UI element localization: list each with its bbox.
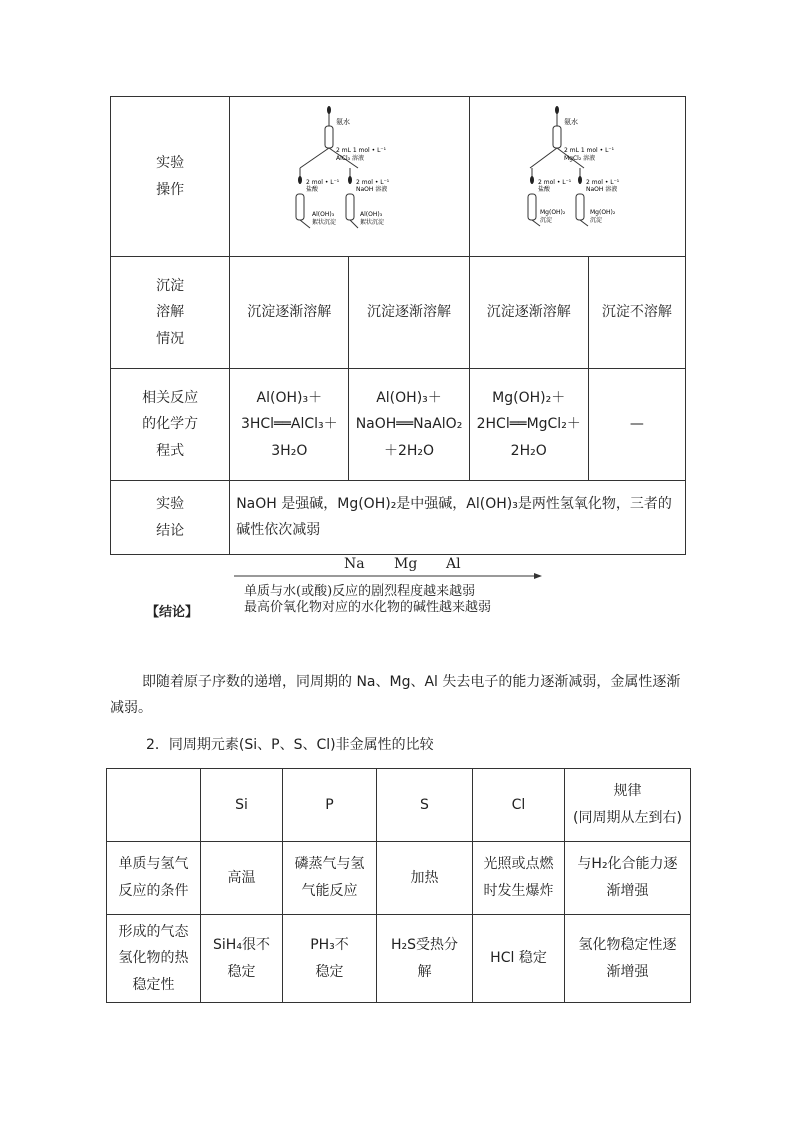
label-equation	[111, 369, 230, 481]
apparatus-al-diagram	[230, 98, 468, 256]
equation-line: 3HCl══AlCl₃＋	[240, 416, 338, 433]
table-row	[107, 842, 691, 915]
cell-line: H₂S受热分	[390, 936, 459, 953]
table-cell	[565, 915, 691, 1003]
cell-line: 解	[417, 963, 432, 980]
cell-line: 稳定	[315, 963, 344, 980]
dissolve-cell: 沉淀不溶解	[588, 257, 685, 369]
label-line: 操作	[156, 181, 185, 198]
cell-line: 氢化物稳定性逐	[578, 936, 677, 953]
equation-line: 2HCl══MgCl₂＋	[476, 416, 581, 433]
label-conclusion	[111, 481, 230, 555]
header-cl: Cl	[473, 769, 565, 842]
nonmetal-table	[106, 768, 691, 1003]
acid-label-1: 2 mol • L⁻¹	[306, 178, 340, 186]
cell-line: 光照或点燃	[483, 856, 554, 873]
equation-line: NaOH══NaAlO₂	[355, 416, 463, 433]
header-rule	[565, 769, 691, 842]
tube-left-label-2: 絮状沉淀	[312, 218, 337, 226]
ammonia-label: 氨水	[563, 117, 578, 126]
dissolve-cell: 沉淀逐渐溶解	[230, 257, 349, 369]
equation-line: ＋2H₂O	[383, 442, 435, 459]
tube-left-label-1: Al(OH)₃	[312, 210, 335, 218]
solution-label-2: MgCl₂ 溶液	[563, 154, 595, 162]
equation-line: Al(OH)₃＋	[256, 389, 323, 406]
header-line: (同周期从左到右)	[573, 810, 682, 826]
label-line: 实验	[156, 154, 185, 171]
row-label-line: 氢化物的热	[118, 950, 189, 967]
label-dissolve	[111, 257, 230, 369]
trend-line-1: 单质与水(或酸)反应的剧烈程度越来越弱	[244, 584, 476, 599]
dissolve-cell: 沉淀逐渐溶解	[349, 257, 469, 369]
experiment-table	[110, 96, 686, 555]
conclusion-label: 【结论】	[146, 605, 199, 620]
apparatus-mg-diagram	[470, 98, 686, 256]
table-cell	[283, 915, 377, 1003]
cell-line: SiH₄很不	[213, 936, 270, 953]
cell-line: 磷蒸气与氢	[294, 856, 365, 873]
section-heading: 2．同周期元素(Si、P、S、Cl)非金属性的比较	[146, 737, 434, 753]
tube-right-label-1: Mg(OH)₂	[589, 208, 615, 216]
equation-line: —	[629, 416, 644, 433]
element-mg: Mg	[394, 556, 418, 572]
table-row	[107, 915, 691, 1003]
trend-line-2: 最高价氧化物对应的水化物的碱性越来越弱	[244, 600, 492, 615]
label-line: 结论	[156, 522, 185, 539]
table-cell	[565, 842, 691, 915]
apparatus-mg	[469, 97, 685, 257]
cell-line: 时发生爆炸	[483, 883, 554, 899]
row-equation	[111, 369, 686, 481]
base-label-2: NaOH 溶液	[356, 185, 388, 193]
tube-left-label-1: Mg(OH)₂	[539, 208, 565, 216]
table-cell	[201, 915, 283, 1003]
row-label	[107, 842, 201, 915]
equation-line: Mg(OH)₂＋	[492, 389, 566, 406]
base-label-2: NaOH 溶液	[585, 185, 617, 193]
paragraph: 即随着原子序数的递增，同周期的 Na、Mg、Al 失去电子的能力逐渐减弱，金属性逐渐减弱。	[110, 674, 681, 716]
header-row	[107, 769, 691, 842]
cell-line: 稳定	[227, 963, 256, 980]
solution-label-1: 2 mL 1 mol • L⁻¹	[336, 146, 387, 154]
dissolve-cell: 沉淀逐渐溶解	[469, 257, 588, 369]
header-s: S	[377, 769, 473, 842]
acid-label-2: 盐酸	[537, 185, 550, 193]
table-cell	[283, 842, 377, 915]
table-cell	[201, 842, 283, 915]
cell-line: 与H₂化合能力逐	[577, 856, 678, 873]
equation-line: 3H₂O	[271, 442, 308, 459]
apparatus-al	[230, 97, 469, 257]
tube-right-label-1: Al(OH)₃	[360, 210, 383, 218]
acid-label-1: 2 mol • L⁻¹	[537, 178, 571, 186]
solution-label-1: 2 mL 1 mol • L⁻¹	[563, 146, 614, 154]
equation-cell	[588, 369, 685, 481]
row-label-line: 单质与氢气	[118, 856, 189, 873]
label-line: 实验	[156, 495, 185, 512]
header-p: P	[283, 769, 377, 842]
solution-label-2: AlCl₃ 溶液	[336, 154, 365, 162]
row-label-line: 稳定性	[132, 976, 175, 993]
label-line: 溶解	[156, 304, 185, 321]
table-cell	[377, 915, 473, 1003]
equation-cell	[349, 369, 469, 481]
row-experiment	[111, 97, 686, 257]
base-label-1: 2 mol • L⁻¹	[585, 178, 619, 186]
row-label-line: 形成的气态	[118, 923, 189, 940]
equation-line: 2H₂O	[510, 442, 547, 459]
tube-left-label-2: 沉淀	[539, 216, 552, 224]
element-na: Na	[344, 556, 365, 572]
cell-line: 加热	[410, 869, 439, 886]
cell-line: 高温	[227, 869, 256, 886]
element-al: Al	[446, 556, 461, 572]
row-label	[107, 915, 201, 1003]
base-label-1: 2 mol • L⁻¹	[356, 178, 390, 186]
cell-line: HCl 稳定	[490, 950, 547, 967]
label-line: 沉淀	[156, 277, 185, 294]
cell-line: 渐增强	[606, 883, 649, 899]
header-si: Si	[201, 769, 283, 842]
cell-line: PH₃不	[310, 936, 349, 953]
row-dissolve	[111, 257, 686, 369]
tube-right-label-2: 絮状沉淀	[360, 218, 385, 226]
label-experiment	[111, 97, 230, 257]
equation-line: Al(OH)₃＋	[376, 389, 442, 406]
ammonia-label: 氨水	[336, 117, 351, 126]
acid-label-2: 盐酸	[306, 185, 319, 193]
label-line: 情况	[156, 330, 185, 347]
header-line: 规律	[613, 783, 642, 800]
label-line: 相关反应	[142, 389, 199, 406]
conclusion-text: NaOH 是强碱，Mg(OH)₂是中强碱，Al(OH)₃是两性氢氧化物，三者的碱性依次减弱	[230, 481, 686, 555]
cell-line: 气能反应	[301, 883, 358, 899]
equation-cell	[230, 369, 349, 481]
row-conclusion	[111, 481, 686, 555]
label-line: 程式	[156, 442, 185, 459]
tube-right-label-2: 沉淀	[589, 216, 602, 224]
row-label-line: 反应的条件	[118, 883, 189, 899]
header-empty	[107, 769, 201, 842]
equation-cell	[469, 369, 588, 481]
table-cell	[473, 915, 565, 1003]
table-cell	[377, 842, 473, 915]
table-cell	[473, 842, 565, 915]
label-line: 的化学方	[142, 416, 199, 433]
cell-line: 渐增强	[606, 963, 649, 980]
